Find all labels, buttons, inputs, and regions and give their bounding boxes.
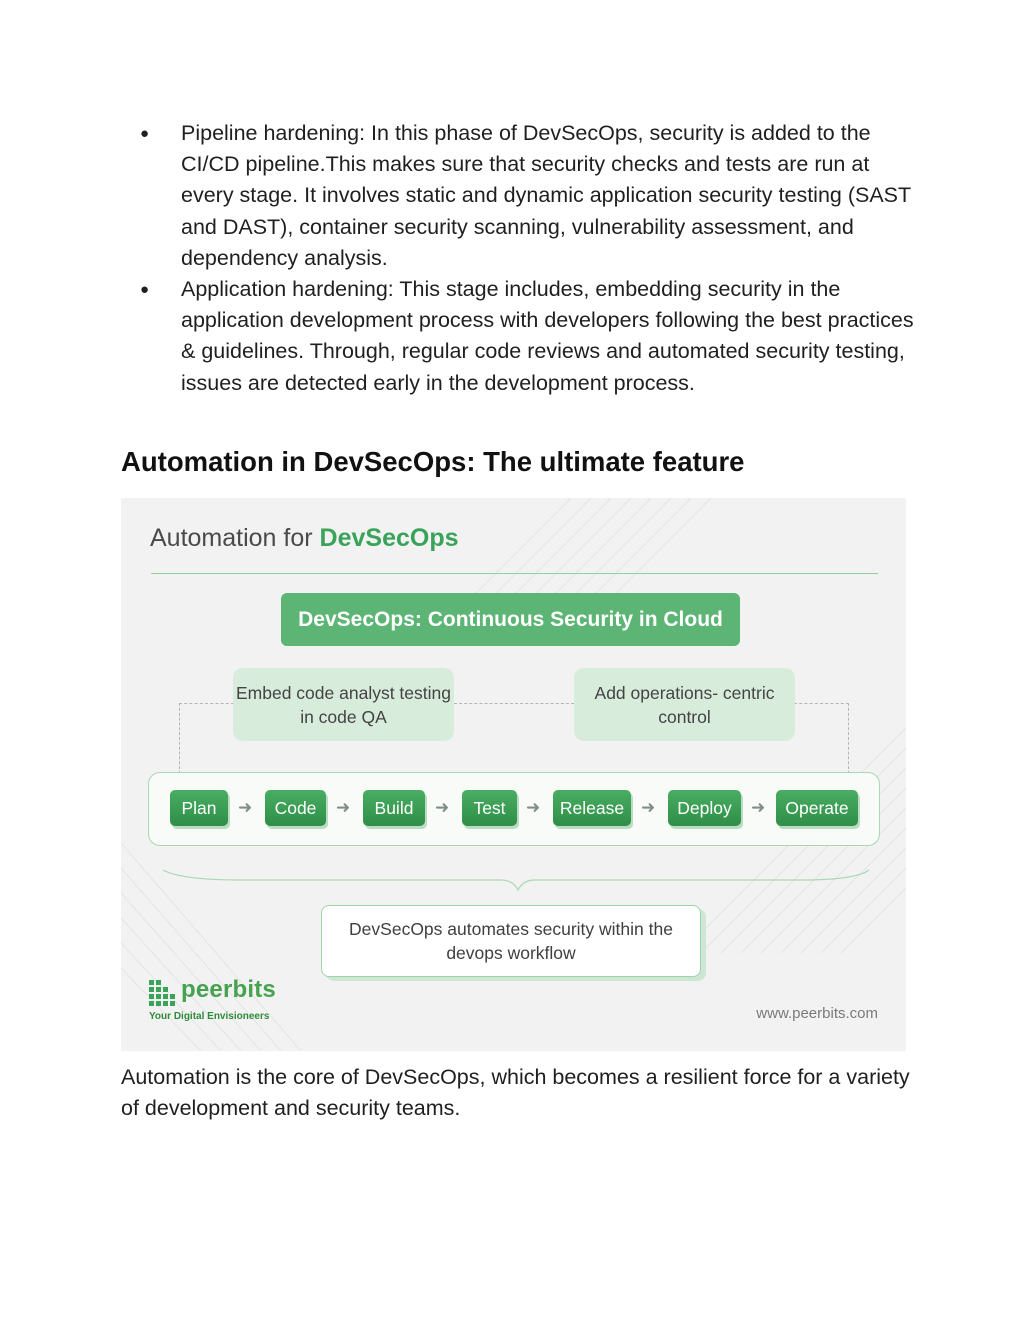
bullet-list <box>140 118 920 399</box>
note-operations-control-text: Add operations- centric control <box>594 682 775 727</box>
website-url: www.peerbits.com <box>756 1005 878 1022</box>
devsecops-automation-figure <box>121 498 906 1051</box>
list-item <box>140 118 920 274</box>
stage-operate: Operate <box>776 790 858 826</box>
connector-middle <box>454 703 574 704</box>
arrow-icon: ➜ <box>238 798 253 817</box>
note-code-analysis <box>233 668 454 741</box>
figure-title <box>150 524 459 553</box>
arrow-icon: ➜ <box>336 798 351 817</box>
logo-wordmark: peerbits <box>181 976 276 1003</box>
note-operations-control <box>574 668 795 741</box>
arrow-icon: ➜ <box>526 798 541 817</box>
bullet-text: Application hardening: This stage includes, embedding security in the application development process with developers following the best practices & guidelines. Through, regular code reviews and automated security testing, issues are detected early in the development process. <box>181 277 914 395</box>
peerbits-logo <box>149 976 276 1022</box>
bullet-marker: ● <box>140 125 150 142</box>
title-divider <box>151 573 878 574</box>
automation-summary-box <box>321 905 701 977</box>
automation-summary-text: DevSecOps automates security within the devops workflow <box>349 919 673 963</box>
figure-title-highlight: DevSecOps <box>319 524 459 552</box>
list-item <box>140 274 920 399</box>
bullet-text: Pipeline hardening: In this phase of DevSecOps, security is added to the CI/CD pipeline.This makes sure that security checks and tests are run at every stage. It involves static and dynamic application security testing (SAST and DAST), container security scanning, vulnerability assessment, and dependency analysis. <box>181 121 911 270</box>
connector-right <box>794 703 849 774</box>
continuous-security-banner: DevSecOps: Continuous Security in Cloud <box>281 593 740 646</box>
peerbits-logo-icon <box>149 978 177 1006</box>
section-heading: Automation in DevSecOps: The ultimate feature <box>121 446 745 477</box>
stage-code: Code <box>265 790 326 826</box>
stage-test: Test <box>462 790 517 826</box>
connector-left <box>179 703 234 774</box>
arrow-icon: ➜ <box>435 798 450 817</box>
stage-plan: Plan <box>170 790 228 826</box>
arrow-icon: ➜ <box>751 798 766 817</box>
note-code-analysis-text: Embed code analyst testing in code QA <box>236 682 451 727</box>
stage-build: Build <box>363 790 425 826</box>
stage-release: Release <box>553 790 631 826</box>
logo-tagline: Your Digital Envisioneers <box>149 1011 270 1022</box>
body-paragraph: Automation is the core of DevSecOps, which becomes a resilient force for a variety of development and security teams. <box>121 1065 910 1121</box>
figure-title-prefix: Automation for <box>150 524 313 552</box>
bullet-marker: ● <box>140 281 150 299</box>
arrow-icon: ➜ <box>641 798 656 817</box>
stage-deploy: Deploy <box>668 790 741 826</box>
